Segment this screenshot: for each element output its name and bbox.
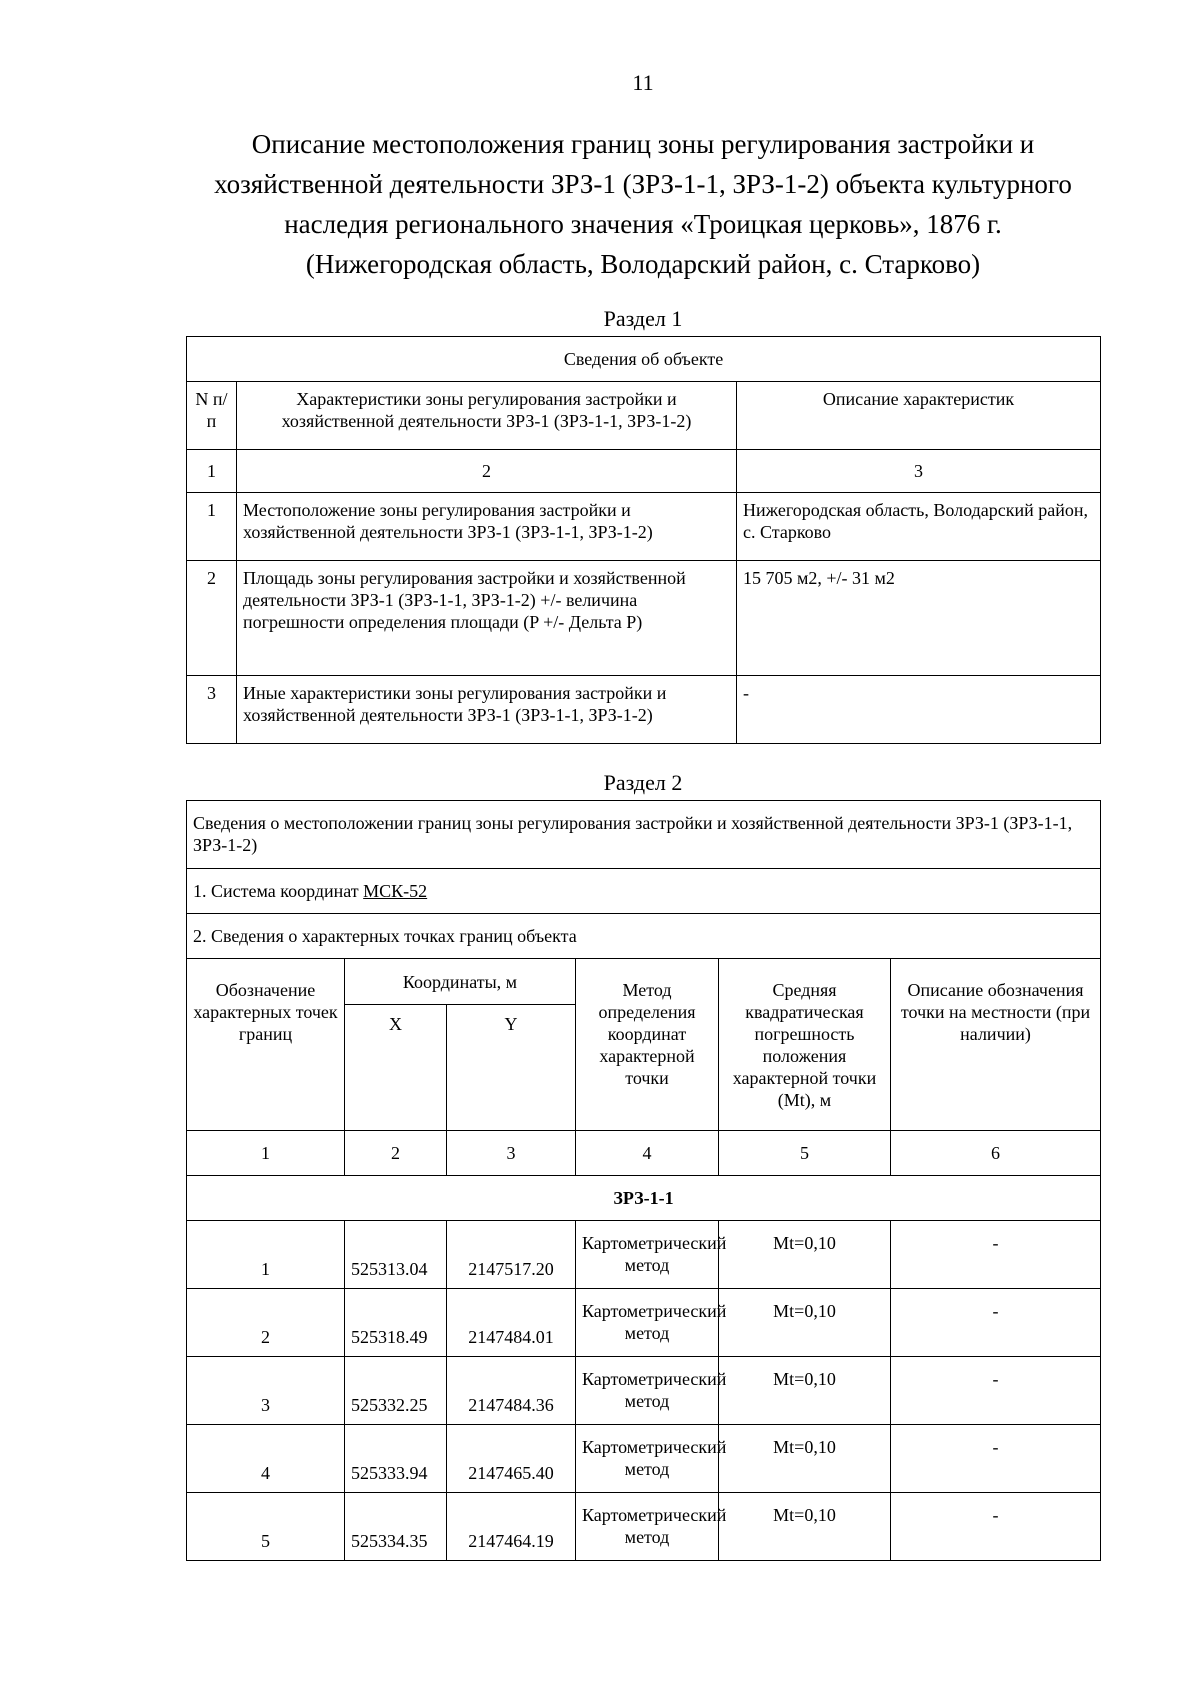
row-value: 15 705 м2, +/- 31 м2 [737,561,1101,676]
coord-y: 2147517.20 [447,1221,576,1289]
column-number: 4 [576,1131,719,1176]
section-2-title: Раздел 2 [603,770,683,795]
object-info-table [186,336,1101,744]
coordinate-system-label: 1. Система координат [193,881,364,901]
method: Картометрический метод [576,1289,719,1357]
table-row [187,493,1101,561]
title-line: хозяйственной деятельности ЗРЗ-1 (ЗРЗ-1-1, ЗРЗ-1-2) объекта культурного [214,169,1072,199]
coord-y: 2147484.01 [447,1289,576,1357]
column-number: 2 [345,1131,447,1176]
row-number: 1 [187,493,237,561]
points-title: 2. Сведения о характерных точках границ объекта [187,914,1101,959]
coord-y: 2147464.19 [447,1493,576,1561]
document-title [186,124,1100,284]
header-error: Средняя квадратическая погрешность положения характерной точки (Mt), м [719,959,891,1131]
column-number: 6 [891,1131,1101,1176]
point-number: 3 [187,1357,345,1425]
row-number: 3 [187,676,237,744]
coordinate-system [187,869,1101,914]
method: Картометрический метод [576,1425,719,1493]
table-row [187,1425,1101,1493]
table-title: Сведения об объекте [187,337,1101,382]
table-row [187,1357,1101,1425]
coord-x: 525332.25 [345,1357,447,1425]
method: Картометрический метод [576,1493,719,1561]
row-value: Нижегородская область, Володарский район, с. Старково [737,493,1101,561]
title-line: Описание местоположения границ зоны регулирования застройки и [251,129,1035,159]
column-number: 2 [237,450,737,493]
point-number: 1 [187,1221,345,1289]
header-number: N п/п [187,382,237,450]
row-value: - [737,676,1101,744]
coord-x: 525318.49 [345,1289,447,1357]
point-number: 4 [187,1425,345,1493]
point-description: - [891,1289,1101,1357]
method: Картометрический метод [576,1357,719,1425]
column-number: 3 [737,450,1101,493]
error: Mt=0,10 [719,1493,891,1561]
column-number: 3 [447,1131,576,1176]
section-1-title: Раздел 1 [603,306,683,331]
header-description: Описание характеристик [737,382,1101,450]
column-number: 5 [719,1131,891,1176]
error: Mt=0,10 [719,1357,891,1425]
header-characteristic: Характеристики зоны регулирования застройки и хозяйственной деятельности ЗРЗ-1 (ЗРЗ-1-1, ЗРЗ-1-2) [237,382,737,450]
error: Mt=0,10 [719,1221,891,1289]
page-number: 11 [632,70,654,95]
header-y: Y [447,1005,576,1131]
title-line: (Нижегородская область, Володарский район, с. Старково) [305,249,981,279]
table-row [187,676,1101,744]
column-number: 1 [187,450,237,493]
header-description: Описание обозначения точки на местности (при наличии) [891,959,1101,1131]
point-description: - [891,1357,1101,1425]
point-description: - [891,1493,1101,1561]
table-row [187,1493,1101,1561]
coord-x: 525313.04 [345,1221,447,1289]
point-description: - [891,1425,1101,1493]
point-description: - [891,1221,1101,1289]
boundary-points-table [186,800,1101,1561]
error: Mt=0,10 [719,1425,891,1493]
column-number: 1 [187,1131,345,1176]
row-characteristic: Площадь зоны регулирования застройки и хозяйственной деятельности ЗРЗ-1 (ЗРЗ-1-1, ЗРЗ-1-2) +/- величина погрешности определения площади (P +/- Дельта P) [237,561,737,676]
table-title: Сведения о местоположении границ зоны регулирования застройки и хозяйственной деятельности ЗРЗ-1 (ЗРЗ-1-1, ЗРЗ-1-2) [187,801,1101,869]
header-x: X [345,1005,447,1131]
table-row [187,561,1101,676]
row-characteristic: Иные характеристики зоны регулирования застройки и хозяйственной деятельности ЗРЗ-1 (ЗРЗ-1-1, ЗРЗ-1-2) [237,676,737,744]
table-row [187,1221,1101,1289]
zone-label: ЗРЗ-1-1 [187,1176,1101,1221]
title-line: наследия регионального значения «Троицкая церковь», 1876 г. [284,209,1002,239]
point-number: 5 [187,1493,345,1561]
row-characteristic: Местоположение зоны регулирования застройки и хозяйственной деятельности ЗРЗ-1 (ЗРЗ-1-1, ЗРЗ-1-2) [237,493,737,561]
coord-x: 525333.94 [345,1425,447,1493]
coord-y: 2147465.40 [447,1425,576,1493]
table-row [187,1289,1101,1357]
header-point: Обозначение характерных точек границ [187,959,345,1131]
coord-x: 525334.35 [345,1493,447,1561]
error: Mt=0,10 [719,1289,891,1357]
header-coords: Координаты, м [345,959,576,1005]
coord-y: 2147484.36 [447,1357,576,1425]
row-number: 2 [187,561,237,676]
coordinate-system-link[interactable]: МСК-52 [363,881,428,901]
method: Картометрический метод [576,1221,719,1289]
point-number: 2 [187,1289,345,1357]
header-method: Метод определения координат характерной точки [576,959,719,1131]
